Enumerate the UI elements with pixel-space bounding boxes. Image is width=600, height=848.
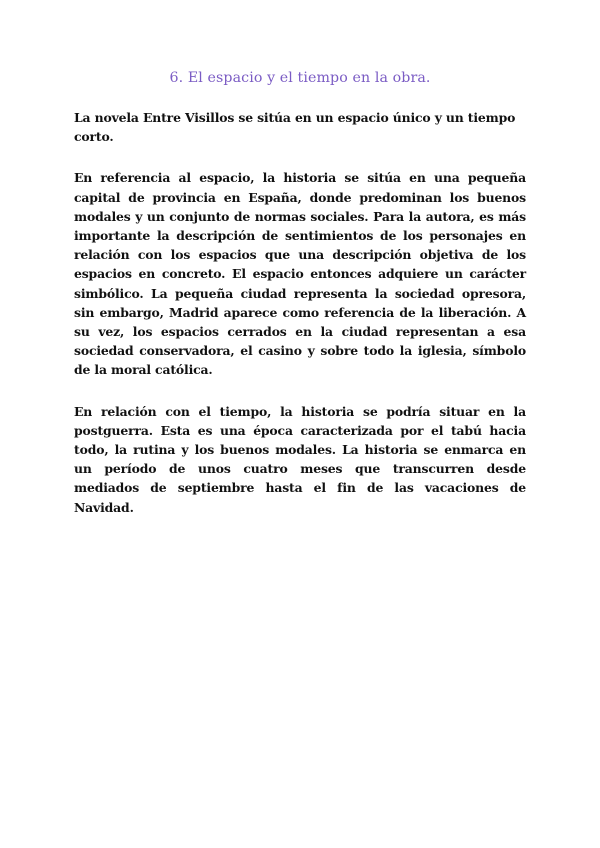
time-paragraph: En relación con el tiempo, la historia se podría situar en la postguerra. Esta es una época caracterizada por el tabú hacia todo, la rutina y los buenos modales. La historia se enmarca en un período de unos cuatro meses que transcurren desde mediados de septiembre hasta el fin de las vacaciones de Navidad.: [74, 403, 526, 515]
document-page: [74, 70, 526, 539]
space-paragraph: En referencia al espacio, la historia se sitúa en una pequeña capital de provincia en España, donde predominan los buenos modales y un conjunto de normas sociales. Para la autora, es más importante la descripción de sentimientos de los personajes en relación con los espacios que una descripción objetiva de los espacios en concreto. El espacio entonces adquiere un carácter simbólico. La pequeña ciudad representa la sociedad opresora, sin embargo, Madrid aparece como referencia de la liberación. A su vez, los espacios cerrados en la ciudad representan a esa sociedad conservadora, el casino y sobre todo la iglesia, símbolo de la moral católica.: [74, 170, 526, 378]
section-title: 6. El espacio y el tiempo en la obra.: [169, 70, 431, 86]
intro-paragraph: La novela Entre Visillos se sitúa en un espacio único y un tiempo corto.: [74, 110, 516, 145]
